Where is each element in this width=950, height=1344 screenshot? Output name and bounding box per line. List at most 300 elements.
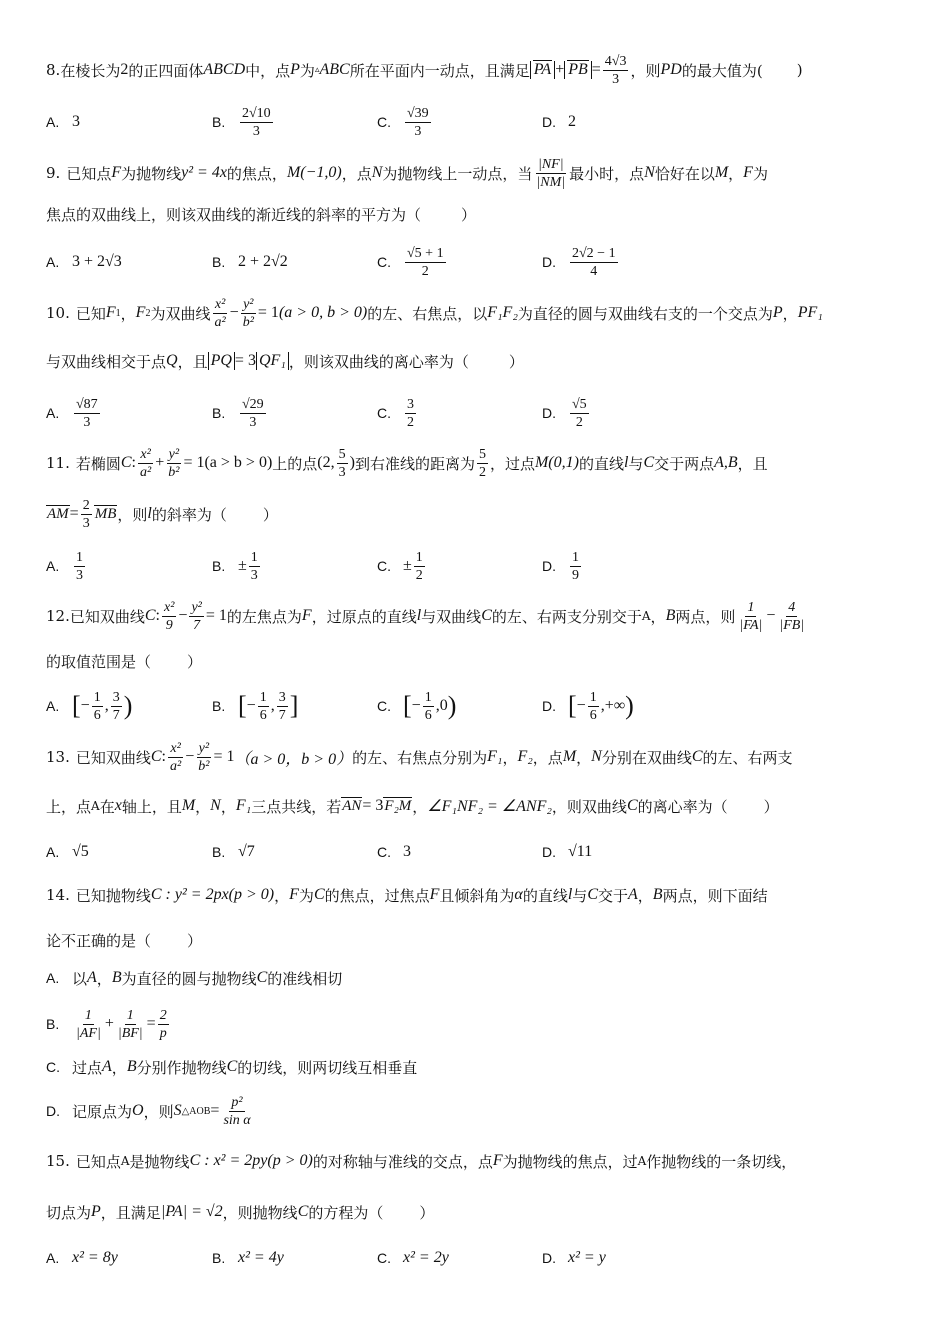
option-label: A. (46, 558, 60, 574)
q8-text: 的最大值为( (681, 61, 763, 80)
q11-line-l: l (623, 454, 629, 471)
q13-text: ， (412, 797, 428, 816)
q10-point-p: P (772, 304, 783, 321)
option-c[interactable] (377, 1240, 449, 1276)
option-a[interactable] (46, 960, 910, 996)
question-15-stem (46, 1143, 910, 1179)
answer-blank-close: ） (461, 205, 477, 224)
denominator: 3 (82, 515, 90, 531)
numerator: 4√3 (604, 53, 627, 69)
q13-text: 已知双曲线 (75, 748, 151, 767)
option-c[interactable] (377, 395, 418, 431)
option-fraction (570, 396, 589, 431)
numerator: 1 (572, 549, 579, 565)
q11-point-close: ) (349, 454, 355, 471)
q11-fraction-x (138, 446, 153, 481)
option-label: D. (542, 558, 556, 574)
q8-triangle-abc: ABC (319, 61, 350, 78)
option-label: C. (377, 405, 391, 421)
q12-text: 的左焦点为 (226, 607, 302, 626)
q13-point-n: N (591, 748, 602, 765)
option-label: A. (46, 405, 60, 421)
q14-parabola-c: C (587, 886, 598, 903)
numerator: p² (231, 1094, 243, 1110)
option-a[interactable] (46, 395, 102, 431)
answer-blank-close: ） (262, 505, 278, 524)
minus-sign: − (185, 748, 195, 765)
option-label: A. (46, 844, 60, 860)
question-15-options (46, 1240, 910, 1276)
denominator: sin α (223, 1112, 251, 1128)
option-fraction (74, 396, 100, 431)
q11-text: 与 (628, 454, 644, 473)
q10-focus-f1: F (105, 304, 116, 321)
q8-segment-pd: PD (660, 61, 682, 78)
q11-ellipse-c: C (643, 454, 655, 471)
q13-x-axis: x (114, 797, 122, 814)
option-value: x² = 8y (72, 1249, 118, 1266)
q9-parabola-equation: y² = 4x (181, 164, 227, 181)
equals-sign: = (146, 1015, 156, 1032)
option-d[interactable] (542, 395, 591, 431)
q14-origin-o: O (132, 1102, 144, 1119)
option-fraction (405, 396, 416, 431)
bracket-close: ) (123, 691, 133, 720)
denominator: 7 (112, 707, 120, 723)
q11-text: 上的点 (272, 454, 318, 473)
option-d[interactable] (542, 104, 576, 140)
bracket-open: [ (72, 691, 81, 720)
option-label: C. (46, 1059, 60, 1075)
q14-text: 已知抛物线 (75, 886, 151, 905)
option-label: D. (542, 254, 556, 270)
q12-fraction-x (162, 599, 176, 634)
numerator: 3 (407, 396, 414, 412)
option-label: B. (212, 254, 226, 270)
minus-sign: − (576, 697, 586, 714)
option-c[interactable] (377, 548, 427, 584)
denominator: 6 (259, 707, 267, 723)
q14-focus-f: F (289, 886, 299, 903)
q15-focus-f: F (492, 1152, 503, 1169)
q10-text: 的左、右焦点，以 (367, 304, 488, 323)
q14-point-a: A (628, 886, 638, 903)
option-label: B. (212, 698, 226, 714)
denominator: 2 (415, 567, 423, 583)
option-label: C. (377, 698, 391, 714)
option-value: 3 + 2√3 (72, 253, 122, 270)
q13-point-a: A (91, 799, 100, 813)
q15-point-a: A (637, 1154, 647, 1168)
q12-text: 的左、右两支分别交于 (491, 607, 642, 626)
option-text: 的切线，则两切线互相垂直 (237, 1058, 418, 1077)
option-label: A. (46, 1250, 60, 1266)
option-c[interactable] (377, 834, 411, 870)
numerator: y² (198, 740, 210, 756)
q10-condition: (a > 0, b > 0) (278, 304, 368, 321)
question-9-stem (46, 155, 910, 191)
area-symbol: S (173, 1102, 182, 1119)
option-value: x² = 4y (238, 1249, 284, 1266)
option-text: ，则 (143, 1102, 174, 1121)
q15-parabola-c: C (297, 1203, 309, 1220)
option-d[interactable] (542, 834, 592, 870)
q13-text: ， (220, 797, 236, 816)
denominator: a² (214, 314, 226, 330)
q8-abs-pa (530, 61, 555, 79)
option-label: B. (212, 558, 226, 574)
numerator: 3 (112, 689, 120, 705)
numerator: 1 (747, 599, 755, 615)
option-label: B. (212, 114, 226, 130)
option-label: D. (46, 1103, 60, 1119)
q13-text: 分别在双曲线 (601, 748, 692, 767)
denominator: p (159, 1025, 167, 1041)
subscript: △AOB (181, 1105, 211, 1117)
q13-fraction-y (196, 740, 211, 775)
option-label: C. (377, 254, 391, 270)
option-fraction (405, 105, 431, 140)
equals-one: = 1 (257, 304, 279, 321)
q15-text: 是抛物线 (129, 1152, 190, 1171)
question-12-number: 12. (46, 607, 70, 625)
q15-text: ，且满足 (100, 1203, 161, 1222)
q14-text: 为 (298, 886, 314, 905)
q8-fraction (603, 53, 629, 88)
colon: : (161, 748, 166, 765)
option-fraction (405, 245, 446, 280)
option-label: C. (377, 844, 391, 860)
question-13-number: 13. (46, 748, 70, 766)
option-label: D. (542, 405, 556, 421)
option-b[interactable] (212, 395, 268, 431)
denominator: 6 (589, 707, 597, 723)
vector-am: AM (47, 506, 69, 522)
denominator: 3 (414, 123, 422, 139)
option-a[interactable] (46, 244, 122, 280)
q13-hyperbola-c: C (150, 748, 162, 765)
minus-sign: − (246, 697, 256, 714)
q12-focus-f: F (301, 607, 312, 624)
option-a[interactable] (46, 104, 80, 140)
numerator: 1 (76, 549, 83, 565)
denominator: 3 (76, 567, 83, 583)
numerator: √29 (242, 396, 264, 412)
option-fraction (74, 1007, 103, 1042)
q11-ellipse-c: C (120, 454, 132, 471)
q11-text: ，则 (117, 505, 148, 524)
option-text: 的准线相切 (267, 969, 343, 988)
q11-text: ，且 (737, 454, 768, 473)
option-fraction (221, 1094, 252, 1129)
option-text: 分别作抛物线 (136, 1058, 227, 1077)
q13-focus-f1: F₁ (487, 748, 503, 765)
denominator: |NM| (536, 174, 566, 190)
option-text: 以 (72, 969, 88, 988)
option-b[interactable] (212, 688, 298, 724)
plus-sign: + (155, 454, 165, 471)
q11-points-ab: A,B (714, 454, 738, 471)
option-label: D. (542, 698, 556, 714)
question-13-stem-line-2 (46, 788, 910, 824)
numerator: √5 + 1 (407, 245, 444, 261)
q9-point-n: N (371, 164, 383, 181)
q15-text: 作抛物线的一条切线， (646, 1152, 797, 1171)
denominator: 3 (249, 414, 257, 430)
option-a[interactable] (46, 548, 87, 584)
q12-text: ， (650, 607, 666, 626)
option-c[interactable] (377, 104, 433, 140)
comma: , (270, 697, 275, 714)
option-value: x² = y (568, 1249, 606, 1266)
minus-sign: − (411, 697, 421, 714)
minus-sign: − (229, 304, 239, 321)
denominator: 7 (278, 707, 286, 723)
option-text: ， (111, 1058, 127, 1077)
q14-point-a: A (87, 969, 97, 986)
vector-f2m: F₂M (384, 798, 412, 814)
q9-text: 最小时，点 (569, 164, 645, 183)
vector-mb: MB (94, 506, 117, 522)
q11-text: 若椭圆 (75, 454, 121, 473)
option-label: B. (212, 405, 226, 421)
q15-text: 的方程为（ (308, 1203, 384, 1222)
answer-blank-close: ） (187, 652, 203, 671)
q12-hyperbola-c: C (481, 607, 492, 624)
q11-text: ，过点 (489, 454, 535, 473)
option-d[interactable] (542, 244, 620, 280)
q11-text: 交于两点 (654, 454, 715, 473)
q15-text: 的对称轴与准线的交点，点 (312, 1152, 493, 1171)
q12-text: 的取值范围是（ (46, 652, 152, 671)
question-12-stem-line-2 (46, 643, 910, 679)
denominator: 3 (83, 414, 91, 430)
q8-text: 在棱长为 (60, 61, 121, 80)
option-a[interactable] (46, 688, 132, 724)
q10-text: ，且 (177, 352, 208, 371)
option-c[interactable] (377, 688, 456, 724)
question-12-stem (46, 598, 910, 634)
option-b[interactable] (212, 548, 262, 584)
q13-angle-equality: ∠F₁NF₂ = ∠ANF₂ (427, 798, 552, 815)
q13-text: 三点共线，若 (251, 797, 342, 816)
question-10-number: 10. (46, 304, 70, 322)
q12-fraction-fb (777, 599, 806, 634)
q12-line-l: l (416, 607, 422, 624)
q10-focus-f2: F (135, 304, 146, 321)
option-fraction (249, 549, 260, 584)
option-fraction (570, 549, 581, 584)
q15-condition: |PA| = √2 (160, 1203, 223, 1220)
equals-three: = 3 (234, 352, 256, 369)
option-fraction (116, 1007, 145, 1042)
question-13-stem (46, 739, 910, 775)
q13-text: ， (502, 748, 518, 767)
q8-text: 所在平面内一动点，且满足 (349, 61, 530, 80)
q13-point-n: N (210, 797, 221, 814)
colon: : (131, 454, 136, 471)
interval-end: ,0 (435, 697, 448, 714)
numerator: 1 (93, 689, 101, 705)
q8-text: 中，点 (245, 61, 291, 80)
numerator: 1 (126, 1007, 134, 1023)
q8-point-p: P (290, 61, 300, 78)
plus-minus: ± (403, 557, 412, 574)
q14-point-b: B (126, 1058, 137, 1075)
option-b[interactable] (46, 1003, 910, 1045)
vector-pb: PB (568, 61, 588, 78)
q14-text: 交于 (597, 886, 628, 905)
option-a[interactable] (46, 1240, 118, 1276)
option-value: √7 (238, 843, 255, 860)
option-fraction (111, 689, 122, 724)
answer-blank-close: ） (187, 931, 203, 950)
option-value: 2 (568, 113, 576, 130)
question-15-number: 15. (46, 1152, 70, 1170)
equals-sign: = (69, 505, 79, 522)
option-label: C. (377, 114, 391, 130)
q13-text: 轴上，且 (121, 797, 182, 816)
numerator: 2 (82, 497, 90, 513)
question-10-stem (46, 295, 910, 331)
question-9-stem-line-2 (46, 196, 910, 232)
q14-text: 的焦点，过焦点 (324, 886, 430, 905)
option-value: 2 + 2√2 (238, 253, 288, 270)
option-b[interactable] (212, 834, 255, 870)
q14-text: 的直线 (522, 886, 568, 905)
option-label: D. (542, 844, 556, 860)
numerator: x² (170, 740, 181, 756)
bracket-close: ) (447, 691, 457, 720)
option-value: √11 (568, 843, 593, 860)
option-text: 记原点为 (72, 1102, 133, 1121)
q9-point-n: N (644, 164, 655, 181)
q9-text: 焦点的双曲线上，则该双曲线的渐近线的斜率的平方为（ (46, 205, 422, 224)
q13-text: ，则双曲线 (551, 797, 627, 816)
q9-text: 为 (752, 164, 768, 183)
q12-fraction-fa (737, 599, 764, 634)
numerator: 1 (415, 549, 423, 565)
comma: , (104, 697, 109, 714)
answer-blank-close: ） (508, 352, 524, 371)
denominator: a² (140, 464, 152, 480)
option-b[interactable] (212, 244, 288, 280)
plus-sign: + (555, 61, 565, 78)
question-9-options (46, 244, 910, 280)
q12-point-b: B (665, 607, 676, 624)
option-d[interactable] (46, 1090, 910, 1132)
option-label: A. (46, 970, 60, 986)
option-b[interactable] (212, 104, 275, 140)
bracket-open: [ (568, 691, 577, 720)
q12-point-a: A (641, 609, 651, 623)
q13-text: 上，点 (46, 797, 92, 816)
q14-angle-alpha: α (514, 886, 523, 903)
q9-text: 已知点 (66, 164, 112, 183)
q15-text: ，则抛物线 (222, 1203, 298, 1222)
subscript: 2 (145, 307, 151, 319)
q12-hyperbola-c: C (144, 607, 156, 624)
q14-point-b: B (111, 969, 122, 986)
option-c[interactable] (46, 1049, 910, 1085)
q14-point-b: B (652, 886, 663, 903)
q13-text: ， (195, 797, 211, 816)
q15-text: 已知点 (75, 1152, 121, 1171)
question-11-stem (46, 445, 910, 481)
q11-ratio-fraction (81, 497, 92, 532)
option-label: B. (212, 844, 226, 860)
denominator: 9 (165, 617, 173, 633)
question-11-options (46, 548, 910, 584)
numerator: 5 (478, 446, 486, 462)
q12-text: 已知双曲线 (69, 607, 145, 626)
q9-text: ， (728, 164, 744, 183)
q14-text: 且倾斜角为 (439, 886, 515, 905)
denominator: |FA| (739, 617, 763, 633)
option-d[interactable] (542, 1240, 606, 1276)
option-text: 过点 (72, 1058, 103, 1077)
q14-parabola-c: C (226, 1058, 238, 1075)
q9-ratio (534, 156, 567, 191)
option-d[interactable] (542, 548, 583, 584)
answer-blank-close: ） (763, 797, 779, 816)
denominator: 3 (252, 123, 260, 139)
q14-text: 两点，则下面结 (662, 886, 768, 905)
option-d[interactable] (542, 688, 634, 724)
numerator: 1 (250, 549, 258, 565)
q13-text: ， (576, 748, 592, 767)
q9-text: 的焦点， (226, 164, 287, 183)
option-label: D. (542, 114, 556, 130)
q9-text: 为抛物线上一动点，当 (382, 164, 533, 183)
q8-abs-pb (564, 61, 592, 79)
numerator: x² (140, 446, 151, 462)
q13-focus-f1: F₁ (235, 797, 252, 814)
numerator: |NF| (537, 156, 564, 172)
q9-text: ，点 (341, 164, 372, 183)
option-label: B. (46, 1016, 60, 1032)
numerator: 5 (338, 446, 346, 462)
denominator: |BF| (117, 1025, 143, 1041)
bracket-open: [ (238, 691, 247, 720)
question-14-stem-line-2 (46, 922, 910, 958)
option-c[interactable] (377, 244, 448, 280)
option-b[interactable] (212, 1240, 284, 1276)
q8-edge-length: 2 (120, 61, 129, 78)
q14-parabola-equation: C : y² = 2px(p > 0) (150, 886, 275, 903)
q8-text: 的正四面体 (128, 61, 204, 80)
question-11-stem-line-2 (46, 496, 910, 532)
numerator: x² (164, 599, 175, 615)
equals-one: = 1 (205, 607, 227, 624)
option-a[interactable] (46, 834, 89, 870)
numerator: 2√10 (242, 105, 271, 121)
question-15-stem-line-2 (46, 1194, 910, 1230)
question-8-options (46, 104, 910, 140)
q15-point-p: P (91, 1203, 101, 1220)
q14-point-a: A (102, 1058, 112, 1075)
q14-text: ， (274, 886, 290, 905)
q11-point-fraction (337, 446, 348, 481)
option-label: D. (542, 1250, 556, 1266)
q14-parabola-c: C (313, 886, 325, 903)
q10-text: ， (120, 304, 136, 323)
denominator: b² (198, 758, 210, 774)
denominator: 2 (575, 414, 583, 430)
q10-fraction-x (212, 296, 227, 331)
q11-text: 的直线 (578, 454, 624, 473)
q12-text: ，过原点的直线 (311, 607, 417, 626)
